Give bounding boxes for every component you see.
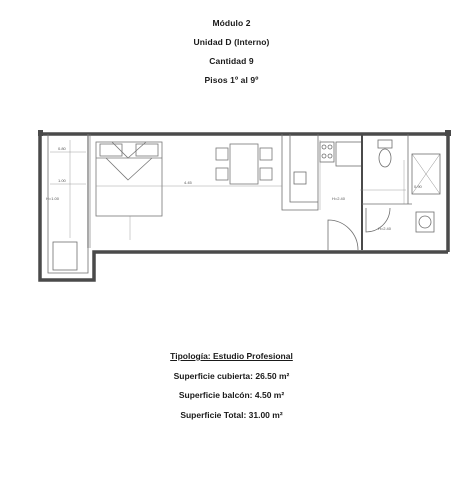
height-bath: H=2.40 [378,226,392,231]
dim-mid-left: 1.00 [58,178,66,183]
unit-header [0,14,463,90]
quantity-label: Cantidad 9 [209,56,254,66]
column-right [445,130,451,136]
unit-summary [0,347,463,425]
cooktop [320,142,334,162]
covered-area: Superficie cubierta: 26.50 m² [173,370,290,381]
total-area: Superficie Total: 31.00 m² [180,409,283,420]
module-title: Módulo 2 [212,18,251,28]
balcony-planter [53,242,77,270]
column-left [38,130,43,136]
dim-main: 4.45 [184,180,192,185]
kitchen [282,134,362,210]
height-left: H=1.00 [46,196,60,201]
balcony [48,134,90,273]
bathroom [362,134,440,250]
fridge [336,142,362,166]
typology-label: Tipología: Estudio Profesional [170,351,293,361]
bed [96,142,162,216]
dim-shower: 0.90 [414,184,422,189]
toilet [378,140,392,148]
kitchen-sink [294,172,306,184]
dim-top-left: 0.80 [58,146,66,151]
unit-title: Unidad D (Interno) [193,37,270,47]
height-kitchen: H=2.40 [332,196,346,201]
balcony-area: Superficie balcón: 4.50 m² [178,390,285,400]
floors-label: Pisos 1º al 9º [204,75,259,85]
floor-plan [0,120,463,295]
outer-walls [40,132,449,280]
dining-table [216,144,272,184]
